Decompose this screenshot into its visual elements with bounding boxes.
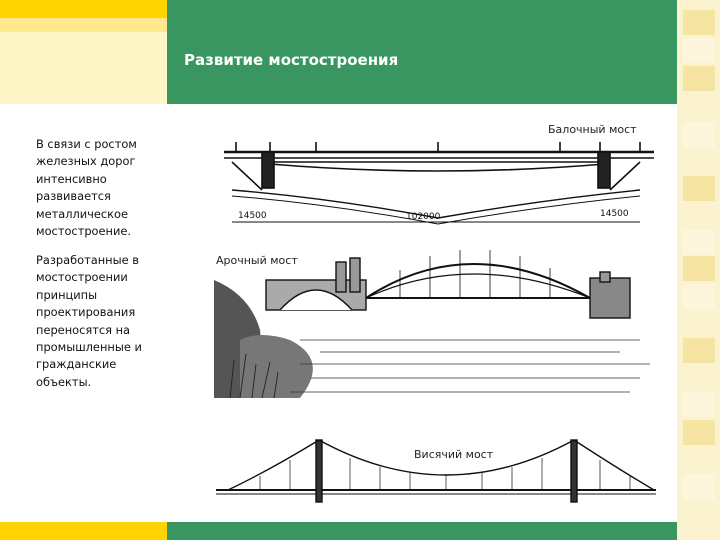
slide-title: Развитие мостостроения (184, 51, 399, 69)
arch-bridge-label: Арочный мост (216, 254, 298, 267)
suspension-bridge-label: Висячий мост (414, 448, 494, 461)
beam-bridge-label: Балочный мост (548, 123, 637, 136)
paragraph-text: Разработанные в мостостроении принципы проектирования переносятся на промышленные и гражданские объекты. (36, 253, 142, 389)
arch-bridge-drawing (214, 250, 650, 398)
dimension-label: 14500 (600, 209, 629, 219)
dimension-label: 14500 (238, 211, 267, 221)
paragraph-text: В связи с ростом железных дорог интенсивно развивается металлическое мостостроение. (36, 137, 137, 239)
dimension-label: 102000 (406, 212, 441, 222)
